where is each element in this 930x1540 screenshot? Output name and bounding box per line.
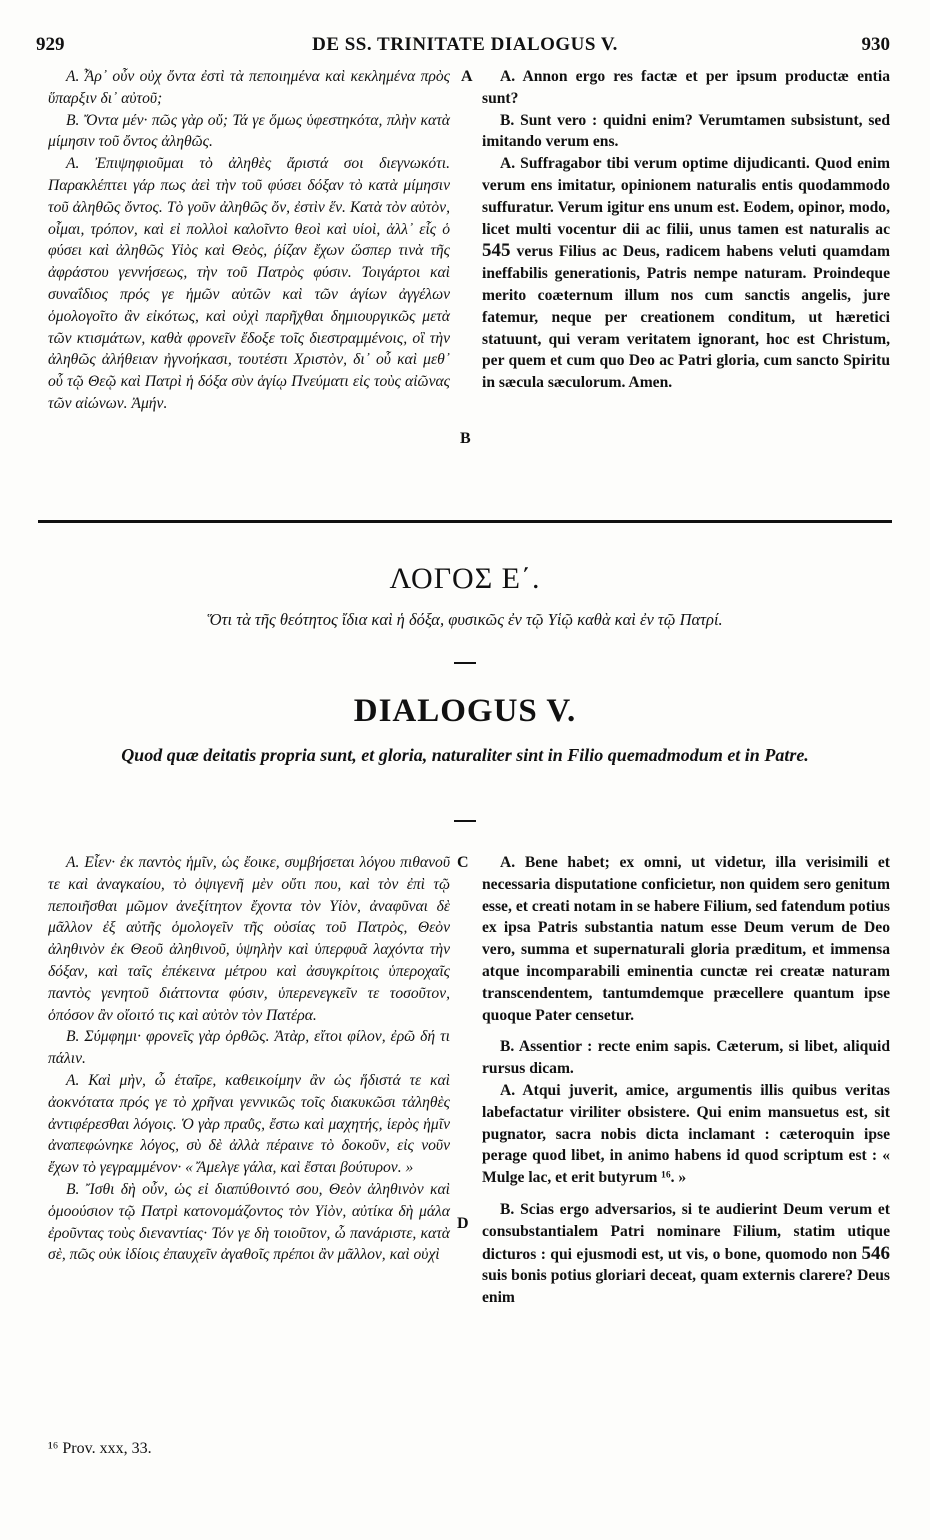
top-greek-column: [48, 66, 450, 415]
page-header: [0, 34, 930, 58]
greek-title: ΛΟΓΟΣ Ε΄.: [389, 562, 541, 595]
latin-subtitle: Quod quæ deitatis propria sunt, et gloria, naturaliter sint in Filio quemadmodum et in Patre.: [121, 745, 809, 765]
bottom-latin-column: [482, 852, 890, 1309]
running-title: DE SS. TRINITATE DIALOGUS V.: [312, 34, 618, 55]
column-number-546: 546: [861, 1242, 891, 1264]
margin-marker-d: D: [457, 1215, 469, 1232]
greek-paragraph: B. Ὄντα μέν· πῶς γὰρ οὔ; Τά γε ὅμως ὑφεστηκότα, πλὴν κατὰ μίμησιν τοῦ ὄντος ἀληθῶς.: [48, 111, 450, 151]
section-rule: [38, 520, 892, 523]
margin-marker-a: A: [461, 68, 473, 85]
greek-paragraph: A. Ἆρ᾽ οὖν οὐχ ὄντα ἐστὶ τὰ πεποιημένα καὶ κεκλημένα πρὸς ὕπαρξιν δι᾽ αὐτοῦ;: [48, 68, 450, 107]
margin-marker-c: C: [457, 854, 469, 871]
left-page-number: 929: [36, 34, 65, 55]
greek-paragraph: A. Καὶ μὴν, ὦ ἑταῖρε, καθεικοίμην ἂν ὡς ἥδιστά τε καὶ ἀοκνότατα πρός γε τὸ χρῆναι γεννικῶς τοῖς διακυκῶσι τἀληθὲς ἀντιφέρεσθαι λόγοις. Ὁ γὰρ πραῢς, ἔστω καὶ μαχητής, ἱερὸς ἡμῖν ἀναπεφώνηκε λόγος, σὺ δὲ ἀλλὰ πέραινε τὸ δοκοῦν, εἰς νοῦν ἔχων τὸ γεγραμμένον· « Ἄμελγε γάλα, καὶ ἔσται βούτυρον. »: [48, 1071, 450, 1177]
latin-paragraph: B. Assentior : recte enim sapis. Cæterum, si libet, aliquid rursus dicam.: [482, 1038, 890, 1078]
bottom-greek-column: [48, 852, 450, 1266]
top-latin-column: [482, 66, 890, 394]
subtitle-dash: [454, 820, 476, 822]
latin-paragraph: A. Annon ergo res factæ et per ipsum productæ entia sunt?: [482, 68, 890, 107]
latin-paragraph: A. Atqui juverit, amice, argumentis illis quibus veritas labefactatur viriliter obsistere. Qui enim mansuetus est, sit pugnator, sacra nobis dicta inclamant : cæteroquin ipse perage quod libet, in animo habens id quod scriptum est : « Mulge lac, et erit butyrum ¹⁶. »: [482, 1081, 890, 1187]
greek-paragraph: A. Εἶεν· ἐκ παντὸς ἡμῖν, ὡς ἔοικε, συμβήσεται λόγου πιθανοῦ τε καὶ ἀναγκαίου, τὸ ὀψιγενῆ μὲν οὔτι που, καὶ τὸν ἐπὶ τῷ πεποιῆσθαι μῶμον ἀνεξίτητον ἔχοντα τὸν Υἱὸν, ἀναφῦναι δὲ μᾶλλον ἐξ αὐτῆς ὁμολογεῖν τῆς οὐσίας τοῦ Πατρὸς, Θεὸν ἀληθινὸν ἐκ Θεοῦ ἀληθινοῦ, ὑψηλὴν καὶ ὑπερφυᾶ λαχόντα τὴν δόξαν, καὶ ταῖς ἐπέκεινα μέτρου καὶ ἀσυγκρίτοις ὑπεροχαῖς παντὸς γενητοῦ διάττοντα φύσιν, ὑπερενεγκεῖν τε τοσοῦτον, ὁπόσον ἂν οἴοιτό τις καὶ αὐτὸν τὸν Πατέρα.: [48, 854, 450, 1024]
column-number-545: 545: [482, 240, 511, 262]
greek-paragraph: B. Ἴσθι δὴ οὖν, ὡς εἰ διαπύθοιντό σου, Θεὸν ἀληθινὸν καὶ ὁμοούσιον τῷ Πατρὶ κατονομάζοντος τὸν Υἱὸν, αὐτίκα δὴ μάλα ἐρoῦντας τοὺς διεναντίας· Τόν γε δὴ τοιοῦτον, ὦ πανάριστε, κατὰ σὲ, πῶς οὐκ ἰδίοις ἐπαυχεῖν ἀγαθοῖς πρέποι ἂν μᾶλλον, καὶ οὐχὶ: [48, 1180, 450, 1264]
latin-paragraph: A. Bene habet; ex omni, ut videtur, illa verisimili et necessaria disputatione conficietur, non quidem sero genitum esse, et creati notam in se habere Filium, sed fatendum potius ex ipsa Patris substantia natum esse Deum verum de Deo vero, summa et supernaturali gloria præditum, et immensa atque incomparabili eminentia cunctæ rei creatæ naturam transcendentem, tantumdemque præcellere quantum ipse quoque Pater censetur.: [482, 854, 890, 1024]
greek-paragraph: A. Ἐπιψηφιοῦμαι τὸ ἀληθὲς ἄριστά σοι διεγνωκότι. Παρακλέπτει γάρ πως ἀεὶ τὴν τοῦ φύσει δόξαν τὸ κατὰ μίμησιν τοῦ ἀληθῶς ὄντος. Τὸ γοῦν ἀληθῶς ὄν, ἐστὶν ἕν. Κατὰ τὸν αὐτὸν, οἶμαι, τρόπον, καὶ εἰ πολλοὶ καλοῖντο θεοὶ καὶ υἱοὶ, ἀλλ᾽ εἷς ὁ φύσει καὶ ἀληθῶς Υἱὸς καὶ Θεὸς, ῥίζαν ἔχων ὥσπερ τινὰ τῆς ἀφράστου γεννήσεως, τὴν τοῦ Πατρὸς φύσιν. Τοιγάρτοι καὶ συναΐδιος πρός γε ἡμῶν αὐτῶν καὶ τῶν ἁγίων ἀγγέλων ὁμολογοῖτο ἂν εἰκότως, καὶ οὐχὶ παρῆχθαι δημιουργικῶς μετὰ τῶν κτισμάτων, καθὰ φρονεῖν ἔδοξε τοῖς διεστραμμένοις, οἳ τὴν ἀληθῶς ἀλήθειαν ἠγνοήκασι, τουτέστι Χριστὸν, δι᾽ οὗ καὶ μεθ᾽ οὗ τῷ Θεῷ καὶ Πατρὶ ἡ δόξα σὺν ἁγίῳ Πνεύματι εἰς τοὺς αἰῶνας τῶν αἰώνων. Ἀμήν.: [48, 155, 450, 412]
right-page-number: 930: [861, 34, 890, 55]
greek-subtitle: Ὅτι τὰ τῆς θεότητος ἴδια καὶ ἡ δόξα, φυσικῶς ἐν τῷ Υἱῷ καθὰ καὶ ἐν τῷ Πατρί.: [207, 610, 723, 629]
margin-marker-b: B: [460, 430, 471, 447]
latin-title: DIALOGUS V.: [353, 693, 577, 729]
latin-paragraph: B. Sunt vero : quidni enim? Verumtamen subsistunt, sed imitando verum ens.: [482, 111, 890, 151]
latin-paragraph: A. Suffragabor tibi verum optime dijudicanti. Quod enim verum ens imitatur, opinionem naturalis entis quodammodo suffuratur. Verum igitur ens unum est. Eodem, opinor, modo, licet multi vocentur dii ac filii, unus tamen est naturalis ac 545 verus Filius ac Deus, radicem habens veluti quamdam ineffabilis generationis, Patris nempe naturam. Proindeque merito coæternum illum nos cum sanctis angelis, jure fatemur, neque per creationem conditum, ut hæretici statuunt, qui veram veritatem ignorant, hoc est Christum, per quem et cum quo Deo ac Patri gloria, cum sancto Spiritu in sæcula sæculorum. Amen.: [482, 155, 890, 392]
latin-paragraph: B. Scias ergo adversarios, si te audierint Deum verum et consubstantialem Patri nominare Filium, statim utique dicturos : qui ejusmodi est, ut vis, o bone, quomodo non 546 suis bonis potius gloriari deceat, quam externis clarere? Deus enim: [482, 1200, 891, 1307]
greek-paragraph: B. Σύμφημι· φρονεῖς γὰρ ὀρθῶς. Ἀτὰρ, εἴτοι φίλον, ἐρῶ δή τι πάλιν.: [48, 1028, 450, 1068]
title-dash: [454, 662, 476, 664]
footnote: ¹⁶ Prov. xxx, 33.: [48, 1440, 152, 1457]
